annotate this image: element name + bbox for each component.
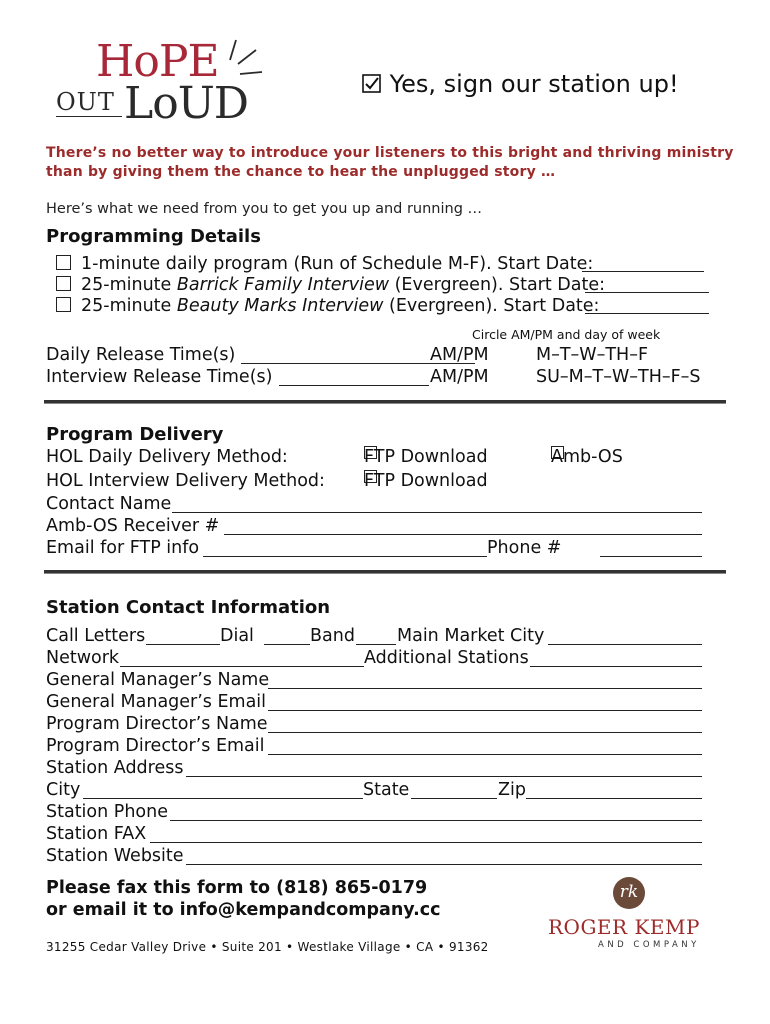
interview-release-label: Interview Release Time(s) — [46, 367, 273, 387]
pd-email-line[interactable] — [268, 754, 702, 755]
programming-heading: Programming Details — [46, 226, 261, 247]
station-website-row — [46, 845, 702, 867]
section-divider — [44, 570, 726, 574]
city-row — [46, 779, 702, 801]
main-market-label: Main Market City — [397, 626, 545, 646]
email-ftp-label: Email for FTP info — [46, 538, 200, 558]
signup-line — [362, 70, 679, 98]
pd-name-row — [46, 713, 702, 735]
additional-stations-label: Additional Stations — [364, 648, 529, 668]
option-text: 1-minute daily program (Run of Schedule M-F). Start Date: — [81, 254, 594, 274]
band-label: Band — [310, 626, 355, 646]
program-option-beauty[interactable] — [56, 295, 599, 317]
daily-method-label: HOL Daily Delivery Method: — [46, 447, 288, 467]
section-divider — [44, 400, 726, 404]
city-label: City — [46, 780, 81, 800]
contact-name-label: Contact Name — [46, 494, 172, 514]
pd-email-label: Program Director’s Email — [46, 736, 265, 756]
state-label: State — [363, 780, 410, 800]
program-option-barrick[interactable] — [56, 274, 605, 296]
pd-name-line[interactable] — [268, 732, 702, 733]
call-letters-label: Call Letters — [46, 626, 146, 646]
start-date-line[interactable] — [582, 271, 704, 272]
interview-days: SU–M–T–W–TH–F–S — [536, 367, 701, 387]
network-label: Network — [46, 648, 120, 668]
logo-out: OUT — [56, 88, 115, 116]
state-line[interactable] — [411, 798, 497, 799]
gm-email-label: General Manager’s Email — [46, 692, 267, 712]
option-text: 25-minute — [81, 275, 177, 295]
interview-method-row — [46, 470, 726, 492]
contact-name-row — [46, 493, 702, 515]
network-row — [46, 647, 702, 669]
station-fax-line[interactable] — [150, 842, 702, 843]
company-sub: AND COMPANY — [598, 940, 700, 950]
ambos-receiver-row — [46, 515, 702, 537]
option-text: (Evergreen). Start Date: — [389, 275, 606, 295]
interview-method-label: HOL Interview Delivery Method: — [46, 471, 325, 491]
option-title: Beauty Marks Interview — [176, 296, 384, 316]
checkbox[interactable] — [56, 276, 71, 291]
company-name: ROGER KEMP — [548, 915, 700, 939]
option-title: Barrick Family Interview — [176, 275, 390, 295]
sound-rays-icon — [226, 38, 271, 88]
station-website-line[interactable] — [186, 864, 702, 865]
daily-release-label: Daily Release Time(s) — [46, 345, 236, 365]
main-market-line[interactable] — [548, 644, 702, 645]
zip-label: Zip — [498, 780, 526, 800]
pd-name-label: Program Director’s Name — [46, 714, 268, 734]
daily-days: M–T–W–TH–F — [536, 345, 649, 365]
address-line[interactable] — [186, 776, 702, 777]
dial-label: Dial — [220, 626, 254, 646]
daily-method-row — [46, 446, 726, 468]
logo-underline — [56, 116, 122, 117]
additional-stations-line[interactable] — [530, 666, 702, 667]
ftp-label: FTP Download — [364, 447, 488, 467]
email-instruction: or email it to info@kempandcompany.cc — [46, 900, 441, 920]
program-option-daily[interactable] — [56, 253, 593, 275]
contact-name-line[interactable] — [172, 512, 702, 513]
ambos-receiver-label: Amb-OS Receiver # — [46, 516, 220, 536]
band-line[interactable] — [356, 644, 396, 645]
address-row — [46, 757, 702, 779]
station-website-label: Station Website — [46, 846, 184, 866]
company-address: 31255 Cedar Valley Drive • Suite 201 • Westlake Village • CA • 91362 — [46, 940, 489, 954]
phone-line[interactable] — [600, 556, 702, 557]
ambos-receiver-line[interactable] — [224, 534, 702, 535]
intro-text: There’s no better way to introduce your listeners to this bright and thriving ministry than by giving them the chance to hear the unplugged story … — [46, 145, 734, 180]
hope-out-loud-logo — [56, 36, 271, 128]
station-heading: Station Contact Information — [46, 597, 331, 618]
zip-line[interactable] — [526, 798, 702, 799]
interview-release-line[interactable] — [279, 385, 429, 386]
start-date-line[interactable] — [585, 292, 709, 293]
need-text: Here’s what we need from you to get you up and running … — [46, 201, 483, 217]
city-line[interactable] — [83, 798, 363, 799]
gm-name-line[interactable] — [268, 688, 702, 689]
start-date-line[interactable] — [585, 313, 709, 314]
ambos-label: Amb-OS — [551, 447, 623, 467]
gm-name-row — [46, 669, 702, 691]
ampm-label: AM/PM — [430, 367, 489, 387]
gm-email-line[interactable] — [268, 710, 702, 711]
rk-mark: rk — [619, 882, 639, 902]
circle-note: Circle AM/PM and day of week — [472, 327, 661, 342]
checkbox[interactable] — [56, 255, 71, 270]
station-phone-label: Station Phone — [46, 802, 168, 822]
option-text: (Evergreen). Start Date: — [383, 296, 600, 316]
call-letters-line[interactable] — [146, 644, 220, 645]
logo-loud: LoUD — [124, 78, 249, 129]
interview-release-row — [46, 366, 726, 388]
logo-hope: HoPE — [96, 36, 219, 87]
station-phone-row — [46, 801, 702, 823]
daily-release-row — [46, 344, 726, 366]
station-fax-row — [46, 823, 702, 845]
signup-text: Yes, sign our station up! — [389, 70, 679, 98]
fax-instruction: Please fax this form to (818) 865-0179 — [46, 878, 428, 898]
email-ftp-row — [46, 537, 702, 559]
gm-name-label: General Manager’s Name — [46, 670, 270, 690]
ftp-label: FTP Download — [364, 471, 488, 491]
station-fax-label: Station FAX — [46, 824, 147, 844]
delivery-heading: Program Delivery — [46, 424, 224, 445]
station-phone-line[interactable] — [170, 820, 702, 821]
roger-kemp-logo — [540, 875, 730, 955]
network-line[interactable] — [120, 666, 364, 667]
call-letters-row — [46, 625, 702, 647]
checkbox[interactable] — [56, 297, 71, 312]
gm-email-row — [46, 691, 702, 713]
option-text: 25-minute — [81, 296, 177, 316]
rk-circle-icon — [613, 877, 645, 909]
ampm-label: AM/PM — [430, 345, 489, 365]
pd-email-row — [46, 735, 702, 757]
email-ftp-line[interactable] — [203, 556, 487, 557]
dial-line[interactable] — [264, 644, 310, 645]
phone-label: Phone # — [487, 538, 562, 558]
checked-box-icon[interactable] — [362, 74, 382, 94]
address-label: Station Address — [46, 758, 184, 778]
